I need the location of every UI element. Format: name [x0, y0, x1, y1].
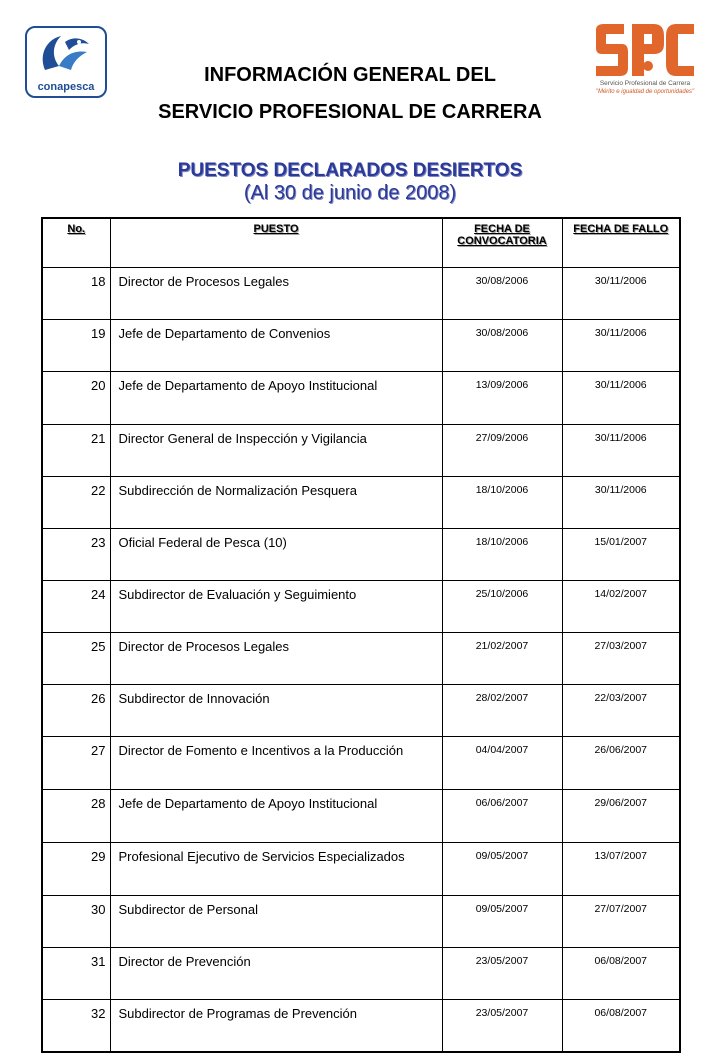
vacant-positions-table — [41, 217, 681, 1053]
cell-no: 23 — [42, 529, 110, 581]
cell-fallo: 15/01/2007 — [562, 529, 680, 581]
cell-no: 32 — [42, 1000, 110, 1053]
cell-no: 25 — [42, 633, 110, 685]
cell-convocatoria: 09/05/2007 — [442, 896, 562, 948]
cell-no: 21 — [42, 425, 110, 477]
table-row — [42, 1000, 680, 1053]
cell-puesto: Subdirector de Personal — [110, 896, 442, 948]
cell-convocatoria: 09/05/2007 — [442, 843, 562, 896]
cell-fallo: 29/06/2007 — [562, 790, 680, 843]
cell-convocatoria: 04/04/2007 — [442, 737, 562, 790]
table-row — [42, 685, 680, 737]
cell-puesto: Jefe de Departamento de Convenios — [110, 320, 442, 372]
spc-logo — [590, 22, 702, 102]
column-header-fallo: FECHA DE FALLO — [562, 218, 680, 268]
cell-fallo: 30/11/2006 — [562, 477, 680, 529]
cell-puesto: Subdirección de Normalización Pesquera — [110, 477, 442, 529]
cell-no: 20 — [42, 372, 110, 425]
cell-fallo: 06/08/2007 — [562, 948, 680, 1000]
cell-convocatoria: 23/05/2007 — [442, 1000, 562, 1053]
cell-puesto: Subdirector de Evaluación y Seguimiento — [110, 581, 442, 633]
cell-puesto: Jefe de Departamento de Apoyo Institucional — [110, 790, 442, 843]
table-row — [42, 425, 680, 477]
table-row — [42, 529, 680, 581]
logo-right-line1: Servicio Profesional de Carrera — [599, 80, 691, 87]
cell-fallo: 06/08/2007 — [562, 1000, 680, 1053]
page-title-line2: SERVICIO PROFESIONAL DE CARRERA — [158, 101, 542, 123]
cell-fallo: 27/03/2007 — [562, 633, 680, 685]
cell-no: 31 — [42, 948, 110, 1000]
table-row — [42, 268, 680, 320]
table-row — [42, 896, 680, 948]
cell-fallo: 14/02/2007 — [562, 581, 680, 633]
cell-fallo: 30/11/2006 — [562, 320, 680, 372]
cell-convocatoria: 28/02/2007 — [442, 685, 562, 737]
cell-no: 27 — [42, 737, 110, 790]
cell-fallo: 13/07/2007 — [562, 843, 680, 896]
cell-puesto: Subdirector de Innovación — [110, 685, 442, 737]
cell-convocatoria: 30/08/2006 — [442, 320, 562, 372]
table-row — [42, 790, 680, 843]
cell-no: 19 — [42, 320, 110, 372]
cell-convocatoria: 21/02/2007 — [442, 633, 562, 685]
cell-fallo: 26/06/2007 — [562, 737, 680, 790]
cell-no: 28 — [42, 790, 110, 843]
table-row — [42, 372, 680, 425]
cell-convocatoria: 18/10/2006 — [442, 477, 562, 529]
cell-convocatoria: 13/09/2006 — [442, 372, 562, 425]
cell-fallo: 22/03/2007 — [562, 685, 680, 737]
cell-puesto: Director de Fomento e Incentivos a la Producción — [110, 737, 442, 790]
table-row — [42, 948, 680, 1000]
cell-no: 22 — [42, 477, 110, 529]
cell-convocatoria: 06/06/2007 — [442, 790, 562, 843]
cell-fallo: 27/07/2007 — [562, 896, 680, 948]
cell-no: 18 — [42, 268, 110, 320]
cell-convocatoria: 18/10/2006 — [442, 529, 562, 581]
logo-right-line2: "Mérito e igualdad de oportunidades" — [595, 89, 695, 95]
cell-convocatoria: 30/08/2006 — [442, 268, 562, 320]
column-header-convocatoria: FECHA DE CONVOCATORIA — [442, 218, 562, 268]
cell-no: 26 — [42, 685, 110, 737]
cell-convocatoria: 25/10/2006 — [442, 581, 562, 633]
cell-no: 29 — [42, 843, 110, 896]
column-header-puesto: PUESTO — [110, 218, 442, 268]
cell-puesto: Director de Procesos Legales — [110, 633, 442, 685]
column-header-no: No. — [42, 218, 110, 268]
cell-convocatoria: 23/05/2007 — [442, 948, 562, 1000]
cell-convocatoria: 27/09/2006 — [442, 425, 562, 477]
cell-fallo: 30/11/2006 — [562, 372, 680, 425]
page-subtitle-date: (Al 30 de junio de 2008) — [243, 182, 457, 204]
cell-puesto: Director General de Inspección y Vigilancia — [110, 425, 442, 477]
cell-fallo: 30/11/2006 — [562, 425, 680, 477]
cell-puesto: Profesional Ejecutivo de Servicios Especializados — [110, 843, 442, 896]
cell-no: 24 — [42, 581, 110, 633]
cell-puesto: Oficial Federal de Pesca (10) — [110, 529, 442, 581]
page-title-line1: INFORMACIÓN GENERAL DEL — [204, 64, 496, 86]
table-row — [42, 581, 680, 633]
cell-no: 30 — [42, 896, 110, 948]
conapesca-logo — [25, 26, 107, 98]
cell-puesto: Director de Procesos Legales — [110, 268, 442, 320]
cell-puesto: Jefe de Departamento de Apoyo Institucional — [110, 372, 442, 425]
cell-puesto: Director de Prevención — [110, 948, 442, 1000]
logo-left-label: conapesca — [37, 81, 95, 93]
table-row — [42, 633, 680, 685]
table-row — [42, 737, 680, 790]
cell-fallo: 30/11/2006 — [562, 268, 680, 320]
cell-puesto: Subdirector de Programas de Prevención — [110, 1000, 442, 1053]
table-row — [42, 843, 680, 896]
table-row — [42, 320, 680, 372]
table-row — [42, 477, 680, 529]
page-subtitle: PUESTOS DECLARADOS DESIERTOS — [177, 160, 523, 181]
